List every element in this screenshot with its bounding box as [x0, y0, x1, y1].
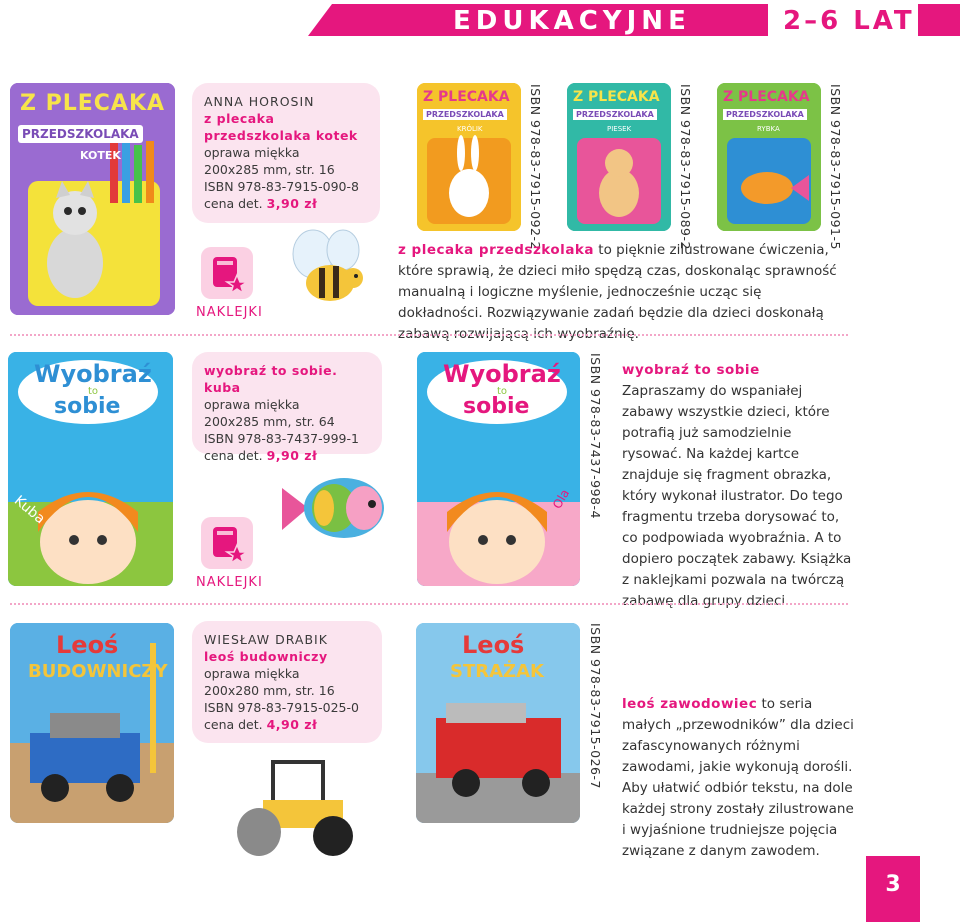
- cover-brand: Z PLECAKA: [20, 91, 166, 116]
- cover-sub: PRZEDSZKOLAKA: [573, 109, 657, 120]
- book-price-line: [204, 447, 370, 464]
- cover-wyobraz-ola[interactable]: [417, 352, 580, 586]
- cover-kotek[interactable]: [10, 83, 175, 315]
- cover-subtitle: STRAŻAK: [450, 661, 544, 682]
- book-price-line: [204, 195, 368, 212]
- page-number: 3: [866, 856, 920, 922]
- cover-sub: PRZEDSZKOLAKA: [723, 109, 807, 120]
- book-binding: oprawa miękka: [204, 145, 300, 160]
- cover-piesek[interactable]: [567, 83, 671, 231]
- cover-kotek-art: [10, 83, 175, 315]
- price-label: cena det.: [204, 196, 263, 211]
- book-format: 200x280 mm, str. 16: [204, 683, 335, 698]
- cover-title: Wyobraź: [443, 360, 561, 388]
- cover-brand: Z PLECAKA: [723, 89, 810, 105]
- isbn-krolik: ISBN 978-83-7915-092-2: [528, 84, 543, 250]
- isbn-rybka: ISBN 978-83-7915-091-5: [828, 84, 843, 250]
- header-title: EDUKACYJNE: [453, 6, 691, 36]
- book-card-kotek: [192, 83, 380, 223]
- desc-title: z plecaka przedszkolaka: [398, 242, 595, 258]
- cover-sub: PRZEDSZKOLAKA: [423, 109, 507, 120]
- desc-title: leoś zawodowiec: [622, 696, 758, 712]
- sticker-label: NAKLEJKI: [196, 575, 263, 590]
- book-author: ANNA HOROSIN: [204, 94, 315, 109]
- cover-title-sobie: sobie: [54, 394, 121, 419]
- age-range: 2–6 LAT: [783, 6, 915, 36]
- cover-title: Leoś: [56, 631, 119, 659]
- section-header: [308, 0, 960, 40]
- isbn-strazak: ISBN 978-83-7915-026-7: [588, 623, 603, 789]
- cover-subtitle: BUDOWNICZY: [28, 661, 168, 682]
- cover-sub: PRZEDSZKOLAKA: [18, 125, 143, 143]
- book-title: wyobraź to sobie. kuba: [204, 363, 338, 395]
- price-label: cena det.: [204, 448, 263, 463]
- sticker-badge-1: [196, 247, 263, 320]
- book-binding: oprawa miękka: [204, 666, 300, 681]
- cover-leos-budowniczy[interactable]: [10, 623, 174, 823]
- cover-title-to: to: [88, 386, 99, 397]
- book-price-line: [204, 716, 370, 733]
- cover-krolik[interactable]: [417, 83, 521, 231]
- isbn-piesek: ISBN 978-83-7915-089-2: [678, 84, 693, 250]
- description-wyobraz: [622, 360, 852, 612]
- cover-rybka[interactable]: [717, 83, 821, 231]
- book-card-wyobraz: [192, 352, 382, 463]
- cover-brand: Z PLECAKA: [423, 89, 510, 105]
- description-leos: [622, 694, 854, 862]
- desc-text: to seria małych „przewodników” dla dzieci zafascynowanych różnymi zawodami, jakie wykonują dorośli. Aby ułatwić odbiór tekstu, na dole każdej strony zostały zilustrowane i wyjaśnione trudniejsze pojęcia związane z danym zawodem.: [622, 696, 854, 859]
- cover-title: Wyobraź: [34, 360, 152, 388]
- cover-name: KRÓLIK: [457, 125, 483, 133]
- book-isbn: ISBN 978-83-7915-025-0: [204, 700, 359, 715]
- desc-text: Zapraszamy do wspaniałej zabawy wszystkie dzieci, które potrafią już samodzielnie rysować. Na każdej kartce znajduje się fragment obrazka, który wykonał ilustrator. Do tego fragmentu trzeba dorysować to, co podpowiada wyobraźnia. A to dopiero początek zabawy. Książka z naklejkami pozwala na twórczą zabawę dla grupy dzieci.: [622, 383, 852, 609]
- desc-title: wyobraź to sobie: [622, 362, 760, 378]
- price-label: cena det.: [204, 717, 263, 732]
- cover-brand: Z PLECAKA: [573, 89, 660, 105]
- sticker-icon: [201, 247, 253, 299]
- cover-title: Leoś: [462, 631, 525, 659]
- sticker-icon: [201, 517, 253, 569]
- book-isbn: ISBN 978-83-7915-090-8: [204, 179, 359, 194]
- cover-title-sobie: sobie: [463, 394, 530, 419]
- book-format: 200x285 mm, str. 64: [204, 414, 335, 429]
- book-price: 3,90 zł: [266, 196, 318, 211]
- page-corner: [920, 856, 960, 922]
- book-card-leos: [192, 621, 382, 743]
- cover-name: Ola: [549, 486, 573, 512]
- cover-name: Kuba: [10, 492, 48, 528]
- cover-name: PIESEK: [607, 125, 632, 133]
- book-title: leoś budowniczy: [204, 649, 328, 664]
- road-roller-illustration: [233, 752, 365, 864]
- cover-name: KOTEK: [80, 149, 121, 162]
- divider: [10, 603, 848, 605]
- description-z-plecaka: [398, 240, 846, 345]
- isbn-ola: ISBN 978-83-7437-998-4: [588, 353, 603, 519]
- cover-name: RYBKA: [757, 125, 780, 133]
- cover-leos-strazak[interactable]: [416, 623, 580, 823]
- cover-wyobraz-kuba[interactable]: [8, 352, 173, 586]
- book-format: 200x285 mm, str. 16: [204, 162, 335, 177]
- book-title: z plecaka przedszkolaka kotek: [204, 111, 358, 143]
- sticker-label: NAKLEJKI: [196, 305, 263, 320]
- bee-illustration: [285, 228, 375, 310]
- book-author: WIESŁAW DRABIK: [204, 632, 328, 647]
- book-price: 4,90 zł: [266, 717, 318, 732]
- divider: [10, 334, 848, 336]
- header-right-block: [918, 4, 960, 36]
- rainbow-fish-illustration: [278, 468, 390, 548]
- cover-title-to: to: [497, 386, 508, 397]
- book-price: 9,90 zł: [266, 448, 318, 463]
- desc-text: to pięknie zilustrowane ćwiczenia, które sprawią, że dzieci miło spędzą czas, doskonaląc sprawność manualną i logiczne myślenie, jednocześnie ucząc się dokładności. Rozwiązywanie zadań będzie dla dzieci doskonałą zabawą rozwijającą ich wyobraźnię.: [398, 242, 837, 342]
- book-isbn: ISBN 978-83-7437-999-1: [204, 431, 359, 446]
- book-binding: oprawa miękka: [204, 397, 300, 412]
- sticker-badge-2: [196, 517, 263, 590]
